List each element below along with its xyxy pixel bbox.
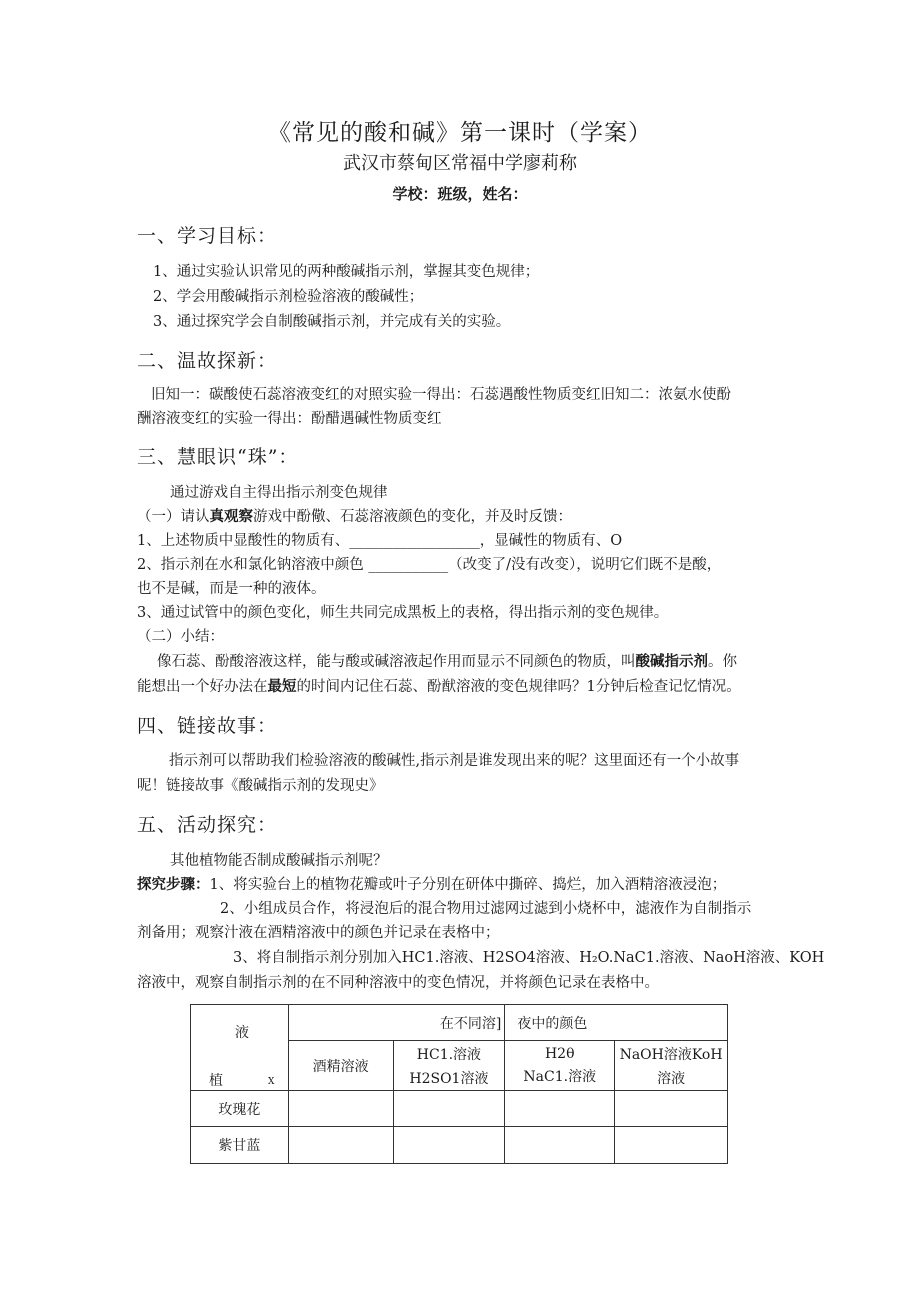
section-heading-review: 二、温故探新： <box>137 350 278 372</box>
page-title: 《常见的酸和碱》第一课时（学案） <box>268 120 652 146</box>
goal-item: 1、通过实验认识常见的两种酸碱指示剂，掌握其变色规律； <box>153 264 540 280</box>
text: 的时间内记住石蕊、酚猷溶液的变色规律吗？1分钟后检查记忆情况。 <box>296 679 741 695</box>
col-header-acid <box>393 1041 505 1091</box>
col-header-line: 溶液 <box>657 1070 686 1087</box>
table-header-span-b: 夜中的颜色 <box>505 1005 728 1041</box>
school-class-name-line: 学校：班级，姓名： <box>392 185 528 203</box>
row-label-purple-cabbage: 紫甘蓝 <box>191 1127 289 1164</box>
review-line: 酬溶液变红的实验一得出：酚醋遇碱性物质变红 <box>137 411 442 427</box>
table-cell <box>288 1091 393 1127</box>
summary-line <box>137 675 741 696</box>
table-cell <box>615 1127 728 1164</box>
col-header-line: H2SO1溶液 <box>409 1070 489 1087</box>
goal-item: 2、学会用酸碱指示剂检验溶液的酸碱性； <box>153 289 424 305</box>
story-line: 呢！链接故事《酸碱指示剂的发现史》 <box>137 778 384 794</box>
table-cell <box>393 1091 505 1127</box>
table-cell <box>393 1127 505 1164</box>
text: 像石蕊、酚酸溶液这样，能与酸或碱溶液起作用而显示不同颜色的物质，叫 <box>157 654 636 670</box>
text: （一）请认 <box>137 509 210 525</box>
table-row <box>191 1091 728 1127</box>
emphasis-text: 真观察 <box>209 509 253 525</box>
question-2-cont: 也不是碱，而是一种的液体。 <box>137 581 326 597</box>
section-heading-goals: 一、学习目标： <box>137 225 278 247</box>
col-header-alcohol: 酒精溶液 <box>288 1041 393 1091</box>
story-line: 指示剂可以帮助我们检验溶液的酸碱性,指示剂是谁发现出来的呢？这里面还有一个小故事 <box>169 753 740 769</box>
question-2: 2、指示剂在水和氯化钠溶液中颜色 ___________（改变了/没有改变），说明它们既不是酸， <box>137 557 722 573</box>
activity-intro: 其他植物能否制成酸碱指示剂呢？ <box>170 853 388 869</box>
table-cell <box>505 1091 615 1127</box>
indicator-color-table <box>190 1004 728 1164</box>
text: 能想出一个好办法在 <box>137 679 268 695</box>
activity-step-2: 2、小组成员合作，将浸泡后的混合物用过滤网过滤到小烧杯中，滤液作为自制指示 <box>220 901 752 917</box>
table-cell <box>505 1127 615 1164</box>
table-header-span-a: 在不同溶] <box>288 1005 505 1041</box>
activity-step-3: 3、将自制指示剂分别加入HC1.溶液、H2SO4溶液、H₂O.NaC1.溶液、NaoH溶液、KOH <box>233 950 825 966</box>
summary-line <box>157 650 737 671</box>
row-label-rose: 玫瑰花 <box>191 1091 289 1127</box>
goal-item: 3、通过探究学会自制酸碱指示剂，并完成有关的实验。 <box>153 314 511 330</box>
section-heading-game: 三、慧眼识“珠”： <box>137 446 299 468</box>
corner-x-mark: X <box>268 1077 275 1087</box>
col-header-base <box>615 1041 728 1091</box>
question-1: 1、上述物质中显酸性的物质有、__________________，显碱性的物质有、O <box>137 533 623 549</box>
review-line: 旧知一：碳酸使石蕊溶液变红的对照实验一得出：石蕊遇酸性物质变红旧知二：浓氨水使酚 <box>151 387 731 403</box>
steps-label: 探究步骤： <box>137 877 210 893</box>
text: 游戏中酚儆、石蕊溶液颜色的变化，并及时反馈： <box>253 509 572 525</box>
section-heading-activity: 五、活动探究： <box>137 814 278 836</box>
game-intro: 通过游戏自主得出指示剂变色规律 <box>170 485 388 501</box>
text: 。你 <box>708 654 737 670</box>
question-3: 3、通过试管中的颜色变化，师生共同完成黑板上的表格，得出指示剂的变色规律。 <box>137 605 669 621</box>
activity-step-1 <box>137 873 726 894</box>
text: 1、将实验台上的植物花瓣或叶子分别在研体中撕碎、捣烂，加入酒精溶液浸泡； <box>209 877 727 893</box>
summary-label: （二）小结： <box>137 629 224 645</box>
activity-step-3-cont: 溶液中，观察自制指示剂的在不同种溶液中的变色情况，并将颜色记录在表格中。 <box>137 975 659 991</box>
table-cell <box>288 1127 393 1164</box>
col-header-neutral <box>505 1041 615 1091</box>
corner-bottom-label: 植 <box>209 1073 223 1089</box>
game-part-one <box>137 505 572 526</box>
emphasis-text: 最短 <box>267 679 297 695</box>
author-line: 武汉市蔡甸区常福中学廖莉称 <box>343 153 577 174</box>
col-header-line: NaC1.溶液 <box>523 1068 597 1085</box>
corner-top-label: 液 <box>235 1025 249 1041</box>
section-heading-story: 四、链接故事： <box>137 715 278 737</box>
table-corner-cell <box>191 1005 289 1091</box>
activity-step-2-cont: 剂备用；观察汁液在酒精溶液中的颜色并记录在表格中； <box>137 925 500 941</box>
table-row <box>191 1127 728 1164</box>
table-cell <box>615 1091 728 1127</box>
col-header-line: HC1.溶液 <box>416 1046 482 1063</box>
emphasis-text: 酸碱指示剂 <box>635 654 708 670</box>
col-header-line: H2θ <box>544 1045 575 1062</box>
col-header-line: NaOH溶液KoH <box>619 1046 723 1063</box>
